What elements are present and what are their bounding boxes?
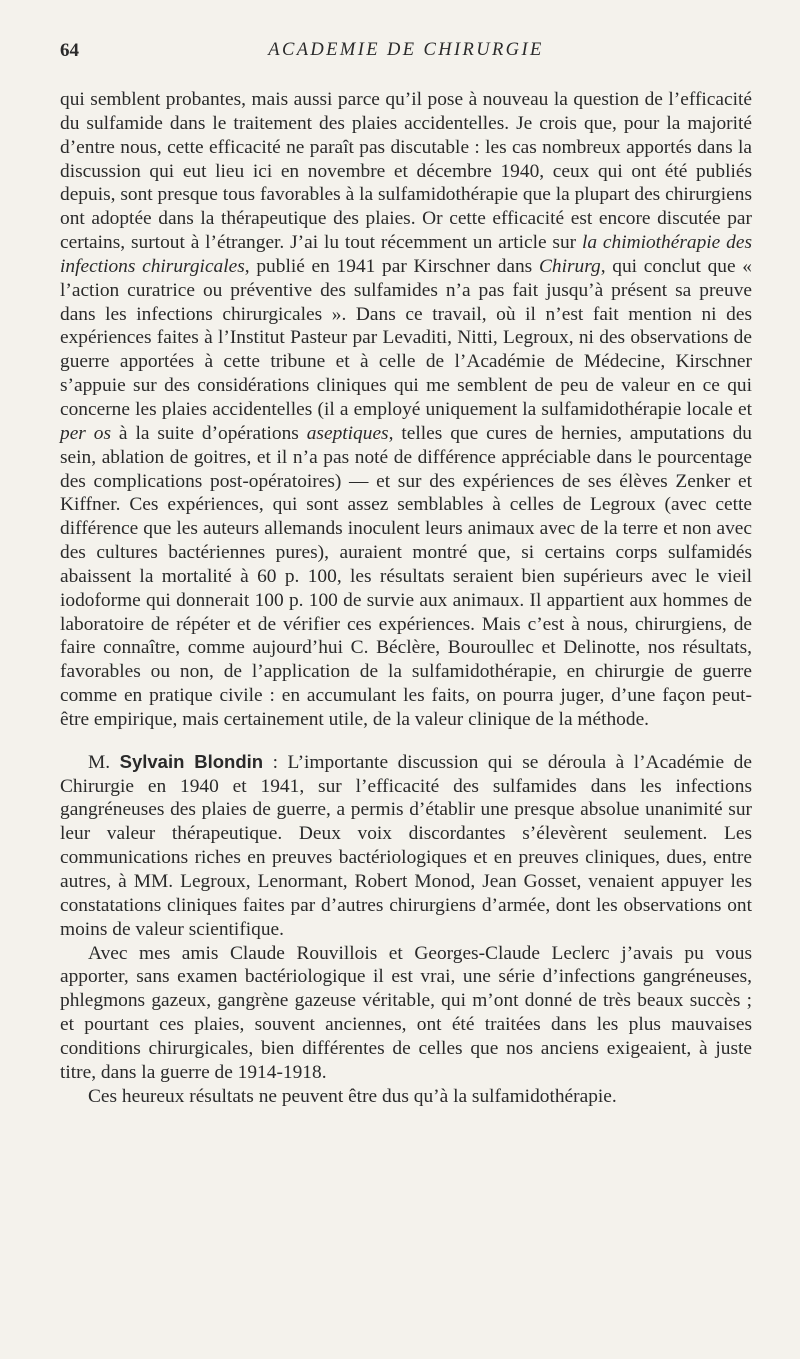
paragraph: Ces heureux résultats ne peuvent être dus qu’à la sulfamidothérapie. [88,1085,617,1107]
text-run: à la suite d’opérations [111,422,307,444]
text-run: : L’importante discussion qui se déroula à l’Académie de Chirurgie en 1940 et 1941, sur l’efficacité des sulfamides dans les infections gangréneuses des plaies de guerre, a permis d’établir une presque absolue unanimité sur leur valeur thérapeutique. Deux voix discordantes s’élevèrent seulement. Les communications riches en preuves bactériologiques et en preuves cliniques, dues, entre autres, à MM. Legroux, Lenormant, Robert Monod, Jean Gosset, venaient appuyer les constatations cliniques faites par d’autres chirurgiens d’armée, dont les observations ont moins de valeur scientifique. [60,751,752,940]
page-header [60,40,752,66]
page-number: 64 [60,40,79,61]
paragraph-speaker [60,750,752,942]
paragraph-continuation [60,88,752,732]
speaker-name: Sylvain Blondin [119,750,264,772]
text-run: , telles que cures de hernies, amputations du sein, ablation de goitres, et il n’a pas noté de différence appréciable dans le pourcentage des complications post-opératoires) — et sur des expériences de ses élèves Zenker et Kiffner. Ces expériences, qui sont assez semblables à celles de Legroux (avec cette différence que les auteurs allemands inoculent leurs animaux avec de la terre et non avec des cultures bactériennes pures), auraient montré que, si certains corps sulfamidés abaissent la mortalité à 60 p. 100, les résultats seraient bien supérieurs avec le vieil iodoforme qui donnerait 100 p. 100 de survie aux animaux. Il appartient aux hommes de laboratoire de répéter et de vérifier ces expériences. Mais c’est à nous, chirurgiens, de faire connaître, comme aujourd’hui C. Béclère, Bouroullec et Delinotte, nos résultats, favorables ou non, de l’application de la sulfamidothérapie, en chirurgie de guerre comme en pratique civile : en accumulant les faits, on pourra juger, d’une façon peut-être empirique, mais certainement utile, de la valeur clinique de la méthode. [60,422,753,730]
speaker-prefix: M. [88,751,120,773]
italic-term: per os [60,422,112,444]
italic-journal: Chirurg [538,255,601,277]
text-run: qui semblent probantes, mais aussi parce qu’il pose à nouveau la question de l’efficacité du sulfamide dans le traitement des plaies accidentelles. Je crois que, pour la majorité d’entre nous, cette efficacité ne paraît pas discutable : les cas nombreux apportés dans la discussion qui eut lieu ici en novembre et décembre 1940, ceux qui ont été publiés depuis, sont presque tous favorables à la sulfamidothérapie que la plupart des chirurgiens ont adoptée dans la thérapeutique des plaies. Or cette efficacité est encore discutée par certains, surtout à l’étranger. J’ai lu tout récemment un article sur [60,89,752,254]
text-run: , publié en 1941 par Kirschner dans [244,255,539,277]
italic-title: la chimiothérapie des infections chirurgicales [60,232,752,277]
body-text [60,88,752,1108]
running-title: ACADEMIE DE CHIRURGIE [268,40,544,60]
paragraph: Avec mes amis Claude Rouvillois et Georges-Claude Leclerc j’avais pu vous apporter, sans examen bactériologique il est vrai, une série d’infections gangréneuses, phlegmons gazeux, gangrène gazeuse véritable, qui m’ont donné de très beaux succès ; et pourtant ces plaies, souvent anciennes, ont été traitées dans les plus mauvaises conditions chirurgicales, bien différentes de celles que nos anciens exigeaient, à juste titre, dans la guerre de 1914-1918. [60,942,752,1083]
text-run: , qui conclut que « l’action curatrice ou préventive des sulfamides n’a pas fait jusqu’à présent sa preuve dans les infections chirurgicales ». Dans ce travail, où il n’est fait mention ni des expériences faites à l’Institut Pasteur par Levaditi, Nitti, Legroux, ni des observations de guerre apportées à cette tribune et à celle de l’Académie de Médecine, Kirschner s’appuie sur des considérations cliniques qui me semblent de peu de valeur en ce qui concerne les plaies accidentelles (il a employé uniquement la sulfamidothérapie locale et [60,255,752,420]
italic-term: aseptiques [306,422,389,444]
